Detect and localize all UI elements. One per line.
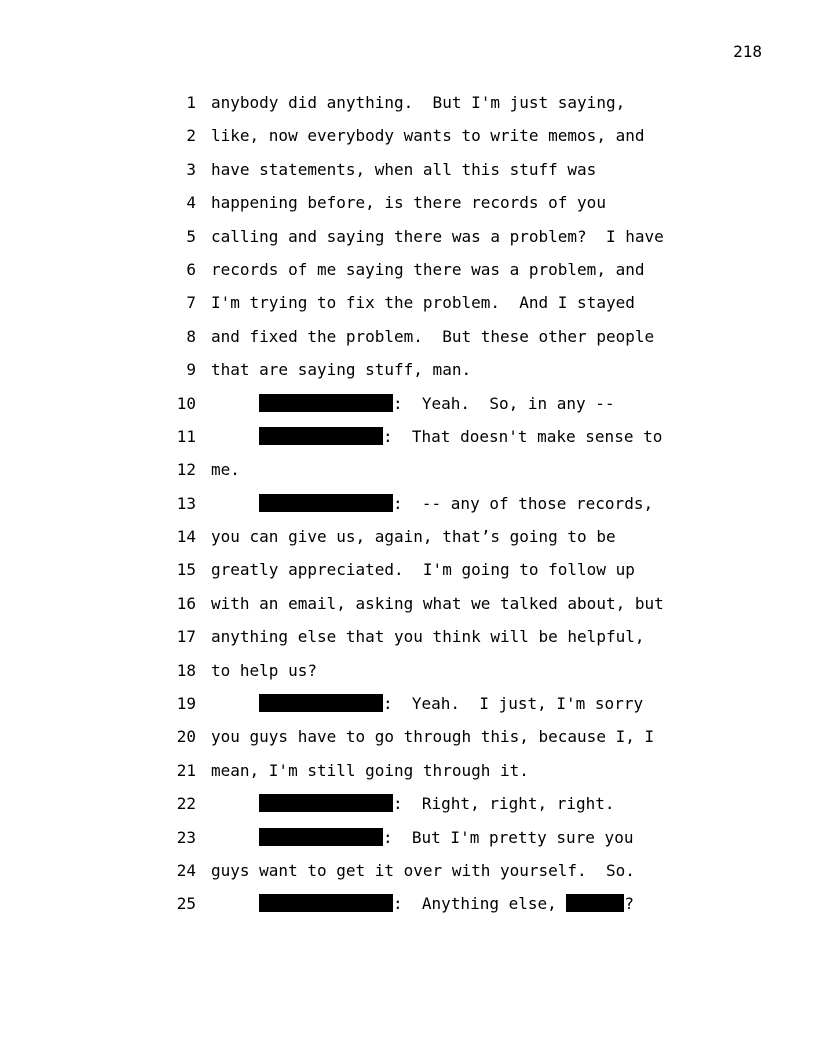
transcript-line xyxy=(0,894,816,927)
line-text: anything else that you think will be helpful, xyxy=(211,627,645,647)
transcript-line xyxy=(0,427,816,460)
line-text: : That doesn't make sense to xyxy=(383,426,663,446)
page-number: 218 xyxy=(733,42,762,61)
line-text: : Yeah. So, in any -- xyxy=(393,393,615,413)
line-number: 8 xyxy=(186,326,196,346)
transcript-line xyxy=(0,360,816,393)
line-number: 3 xyxy=(186,159,196,179)
line-text: that are saying stuff, man. xyxy=(211,360,472,380)
transcript-line xyxy=(0,160,816,193)
line-number: 16 xyxy=(176,593,196,613)
line-text: calling and saying there was a problem? I have xyxy=(211,226,664,246)
line-number: 2 xyxy=(186,126,196,146)
transcript-line xyxy=(0,394,816,427)
line-text: I'm trying to fix the problem. And I stayed xyxy=(211,293,635,313)
speaker-line xyxy=(259,394,615,414)
speaker-line xyxy=(259,828,633,848)
line-number: 10 xyxy=(176,393,196,413)
line-number: 14 xyxy=(176,527,196,547)
transcript-line xyxy=(0,327,816,360)
speaker-line xyxy=(259,894,634,914)
redaction-block xyxy=(259,427,383,445)
transcript-line xyxy=(0,527,816,560)
line-text: me. xyxy=(211,460,240,480)
transcript-line xyxy=(0,93,816,126)
redaction-block xyxy=(566,894,624,912)
line-text: you can give us, again, that’s going to be xyxy=(211,527,616,547)
transcript-line xyxy=(0,460,816,493)
speaker-line xyxy=(259,794,615,814)
line-number: 22 xyxy=(176,794,196,814)
line-number: 6 xyxy=(186,259,196,279)
line-text: anybody did anything. But I'm just saying, xyxy=(211,93,626,112)
transcript-line xyxy=(0,627,816,660)
line-text: : Anything else, xyxy=(393,894,567,914)
redaction-block xyxy=(259,694,383,712)
transcript-body xyxy=(0,93,816,928)
line-number: 13 xyxy=(176,493,196,513)
transcript-line xyxy=(0,661,816,694)
line-number: 5 xyxy=(186,226,196,246)
transcript-line xyxy=(0,794,816,827)
line-number: 25 xyxy=(176,894,196,914)
transcript-line xyxy=(0,594,816,627)
line-number: 23 xyxy=(176,827,196,847)
line-number: 19 xyxy=(176,694,196,714)
line-text: with an email, asking what we talked about, but xyxy=(211,593,664,613)
line-suffix: ? xyxy=(624,894,635,914)
redaction-block xyxy=(259,894,393,912)
transcript-line xyxy=(0,227,816,260)
transcript-line xyxy=(0,694,816,727)
line-text: : Right, right, right. xyxy=(393,794,615,814)
line-text: : -- any of those records, xyxy=(393,493,654,513)
transcript-line xyxy=(0,126,816,159)
transcript-line xyxy=(0,494,816,527)
line-number: 4 xyxy=(186,193,196,213)
transcript-line xyxy=(0,193,816,226)
line-number: 11 xyxy=(176,426,196,446)
line-text: records of me saying there was a problem, and xyxy=(211,259,645,279)
redaction-block xyxy=(259,394,393,412)
line-text: mean, I'm still going through it. xyxy=(211,760,529,780)
line-number: 9 xyxy=(186,360,196,380)
speaker-line xyxy=(259,427,662,447)
line-text: have statements, when all this stuff was xyxy=(211,159,597,179)
transcript-line xyxy=(0,293,816,326)
line-number: 1 xyxy=(186,93,196,112)
transcript-line xyxy=(0,861,816,894)
line-number: 7 xyxy=(186,293,196,313)
line-text: to help us? xyxy=(211,660,317,680)
line-number: 17 xyxy=(176,627,196,647)
line-number: 12 xyxy=(176,460,196,480)
line-text: you guys have to go through this, because I, I xyxy=(211,727,655,747)
line-number: 18 xyxy=(176,660,196,680)
transcript-line xyxy=(0,560,816,593)
line-text: like, now everybody wants to write memos, and xyxy=(211,126,645,146)
redaction-block xyxy=(259,828,383,846)
line-text: guys want to get it over with yourself. So. xyxy=(211,860,635,880)
speaker-line xyxy=(259,494,653,514)
transcript-line xyxy=(0,260,816,293)
line-text: : Yeah. I just, I'm sorry xyxy=(383,694,644,714)
transcript-line xyxy=(0,761,816,794)
line-text: happening before, is there records of you xyxy=(211,193,606,213)
line-number: 24 xyxy=(176,860,196,880)
redaction-block xyxy=(259,494,393,512)
speaker-line xyxy=(259,694,643,714)
line-number: 15 xyxy=(176,560,196,580)
transcript-line xyxy=(0,828,816,861)
line-number: 21 xyxy=(176,760,196,780)
redaction-block xyxy=(259,794,393,812)
transcript-line xyxy=(0,727,816,760)
line-text: and fixed the problem. But these other people xyxy=(211,326,655,346)
line-text: greatly appreciated. I'm going to follow up xyxy=(211,560,635,580)
line-number: 20 xyxy=(176,727,196,747)
line-text: : But I'm pretty sure you xyxy=(383,827,634,847)
